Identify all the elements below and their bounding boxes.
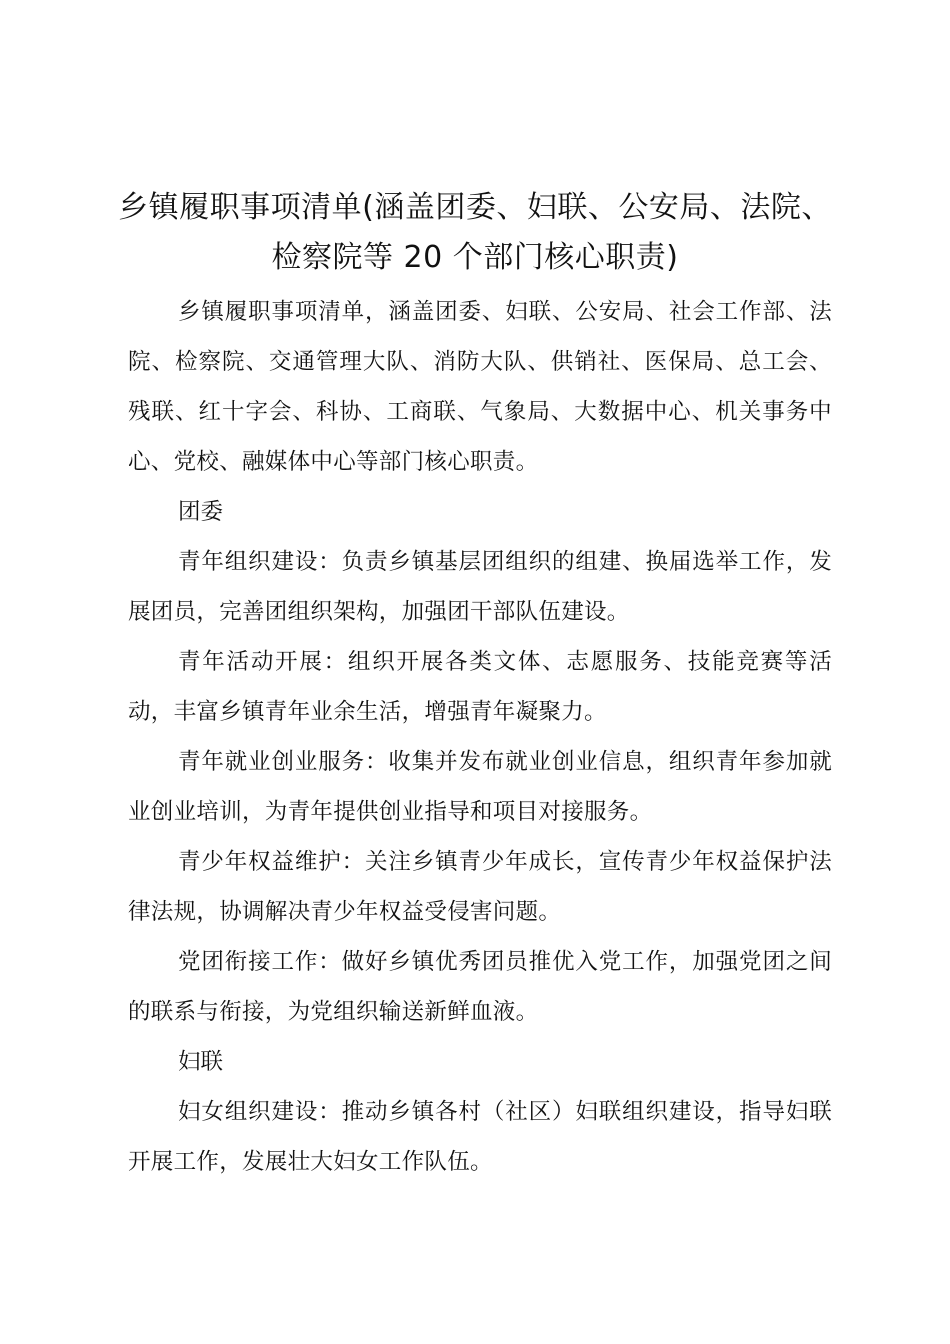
duty-paragraph: 妇女组织建设：推动乡镇各村（社区）妇联组织建设，指导妇联开展工作，发展壮大妇女工作队伍。 — [128, 1099, 832, 1175]
duty-paragraph: 青年活动开展：组织开展各类文体、志愿服务、技能竞赛等活动，丰富乡镇青年业余生活，增强青年凝聚力。 — [128, 649, 832, 725]
intro-paragraph: 乡镇履职事项清单，涵盖团委、妇联、公安局、社会工作部、法院、检察院、交通管理大队、消防大队、供销社、医保局、总工会、残联、红十字会、科协、工商联、气象局、大数据中心、机关事务中心、党校、融媒体中心等部门核心职责。 — [128, 299, 832, 475]
section-heading-tuanwei: 团委 — [178, 499, 224, 525]
duty-paragraph: 青年组织建设：负责乡镇基层团组织的组建、换届选举工作，发展团员，完善团组织架构，加强团干部队伍建设。 — [128, 549, 832, 625]
document-title: 乡镇履职事项清单(涵盖团委、妇联、公安局、法院、检察院等 20 个部门核心职责) — [118, 190, 832, 275]
duty-paragraph: 青少年权益维护：关注乡镇青少年成长，宣传青少年权益保护法律法规，协调解决青少年权益受侵害问题。 — [128, 849, 832, 925]
section-heading-fulian: 妇联 — [178, 1049, 224, 1075]
document-body — [128, 287, 832, 1187]
duty-paragraph: 党团衔接工作：做好乡镇优秀团员推优入党工作，加强党团之间的联系与衔接，为党组织输送新鲜血液。 — [128, 949, 832, 1025]
duty-paragraph: 青年就业创业服务：收集并发布就业创业信息，组织青年参加就业创业培训，为青年提供创业指导和项目对接服务。 — [128, 749, 832, 825]
